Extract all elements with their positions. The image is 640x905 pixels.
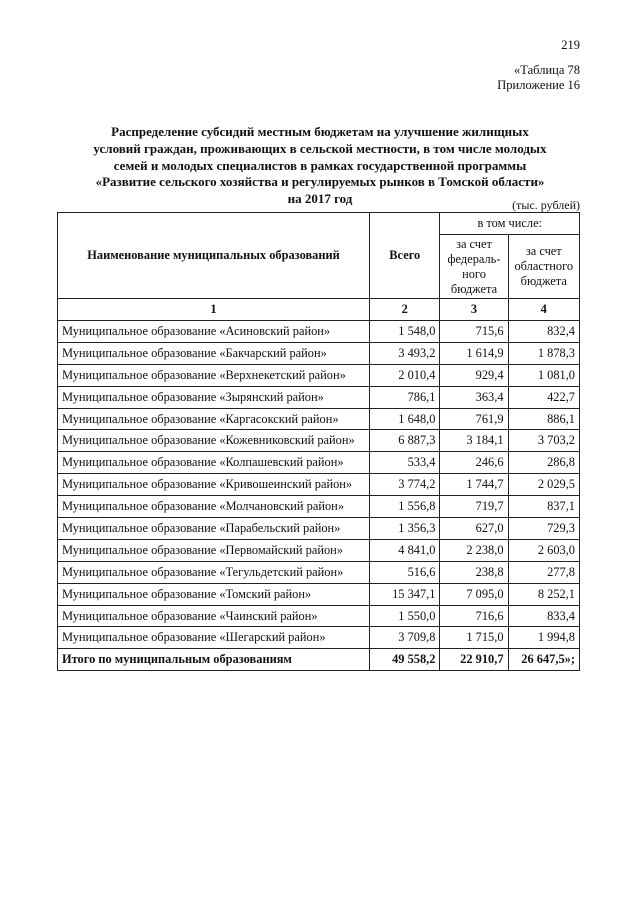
- column-number: 4: [508, 299, 579, 321]
- regional-value: 3 703,2: [508, 430, 579, 452]
- header-regional-line: областного: [514, 259, 574, 273]
- column-number: 3: [440, 299, 508, 321]
- total-value: 2 010,4: [370, 364, 440, 386]
- regional-value: 837,1: [508, 496, 579, 518]
- header-municipality: Наименование муниципальных образований: [58, 213, 370, 299]
- appendix-number: Приложение 16: [497, 78, 580, 92]
- total-value: 1 550,0: [370, 605, 440, 627]
- header-federal-line: ного: [462, 266, 486, 281]
- total-row: [58, 649, 580, 671]
- regional-value: 886,1: [508, 408, 579, 430]
- table-row: [58, 321, 580, 343]
- regional-value: 729,3: [508, 518, 579, 540]
- municipality-name: Муниципальное образование «Первомайский район»: [58, 539, 370, 561]
- municipality-name: Муниципальное образование «Молчановский район»: [58, 496, 370, 518]
- header-total: Всего: [370, 213, 440, 299]
- header-regional: [508, 235, 579, 299]
- total-value: 3 774,2: [370, 474, 440, 496]
- page-number: 219: [561, 38, 580, 52]
- title-line: условий граждан, проживающих в сельской местности, в том числе молодых: [93, 140, 547, 156]
- federal-value: 7 095,0: [440, 583, 508, 605]
- federal-value: 761,9: [440, 408, 508, 430]
- municipality-name: Муниципальное образование «Чаинский район»: [58, 605, 370, 627]
- total-value: 533,4: [370, 452, 440, 474]
- table-row: [58, 430, 580, 452]
- total-value: 786,1: [370, 386, 440, 408]
- federal-value: 1 744,7: [440, 474, 508, 496]
- grand-federal-value: 22 910,7: [440, 649, 508, 671]
- total-value: 516,6: [370, 561, 440, 583]
- document-title: [60, 124, 580, 208]
- header-federal: [440, 235, 508, 299]
- federal-value: 363,4: [440, 386, 508, 408]
- municipality-name: Муниципальное образование «Шегарский район»: [58, 627, 370, 649]
- table-row: [58, 408, 580, 430]
- federal-value: 1 614,9: [440, 342, 508, 364]
- header-regional-line: бюджета: [520, 274, 567, 288]
- title-line: семей и молодых специалистов в рамках государственной программы: [113, 157, 527, 173]
- regional-value: 277,8: [508, 561, 579, 583]
- title-line: «Развитие сельского хозяйства и регулируемых рынков в Томской области»: [95, 174, 545, 190]
- total-value: 1 648,0: [370, 408, 440, 430]
- table-row: [58, 386, 580, 408]
- federal-value: 929,4: [440, 364, 508, 386]
- header-federal-line: федераль-: [447, 251, 501, 266]
- municipality-name: Муниципальное образование «Парабельский район»: [58, 518, 370, 540]
- federal-value: 3 184,1: [440, 430, 508, 452]
- federal-value: 716,6: [440, 605, 508, 627]
- municipality-name: Муниципальное образование «Каргасокский район»: [58, 408, 370, 430]
- subsidies-table: [57, 212, 580, 671]
- municipality-name: Муниципальное образование «Верхнекетский район»: [58, 364, 370, 386]
- federal-value: 238,8: [440, 561, 508, 583]
- federal-value: 715,6: [440, 321, 508, 343]
- column-number: 2: [370, 299, 440, 321]
- table-row: [58, 605, 580, 627]
- municipality-name: Муниципальное образование «Томский район»: [58, 583, 370, 605]
- table-row: [58, 364, 580, 386]
- table-number: «Таблица 78: [514, 63, 580, 77]
- regional-value: 833,4: [508, 605, 579, 627]
- total-value: 1 556,8: [370, 496, 440, 518]
- federal-value: 627,0: [440, 518, 508, 540]
- total-value: 3 709,8: [370, 627, 440, 649]
- table-row: [58, 627, 580, 649]
- regional-value: 8 252,1: [508, 583, 579, 605]
- table-row: [58, 539, 580, 561]
- header-regional-line: за счет: [525, 244, 562, 258]
- federal-value: 246,6: [440, 452, 508, 474]
- table-row: [58, 583, 580, 605]
- table-row: [58, 474, 580, 496]
- regional-value: 1 878,3: [508, 342, 579, 364]
- units-label: (тыс. рублей): [512, 198, 580, 212]
- municipality-name: Муниципальное образование «Асиновский район»: [58, 321, 370, 343]
- grand-total-value: 49 558,2: [370, 649, 440, 671]
- table-reference: [497, 63, 580, 93]
- regional-value: 1 994,8: [508, 627, 579, 649]
- total-value: 15 347,1: [370, 583, 440, 605]
- total-label: Итого по муниципальным образованиям: [58, 649, 370, 671]
- municipality-name: Муниципальное образование «Тегульдетский район»: [58, 561, 370, 583]
- municipality-name: Муниципальное образование «Зырянский район»: [58, 386, 370, 408]
- table-row: [58, 452, 580, 474]
- table-row: [58, 496, 580, 518]
- regional-value: 2 603,0: [508, 539, 579, 561]
- federal-value: 1 715,0: [440, 627, 508, 649]
- grand-regional-value: 26 647,5»;: [508, 649, 579, 671]
- table-row: [58, 342, 580, 364]
- title-line: на 2017 год: [287, 191, 353, 207]
- column-number: 1: [58, 299, 370, 321]
- total-value: 4 841,0: [370, 539, 440, 561]
- regional-value: 832,4: [508, 321, 579, 343]
- municipality-name: Муниципальное образование «Бакчарский район»: [58, 342, 370, 364]
- header-federal-line: бюджета: [450, 281, 498, 296]
- regional-value: 422,7: [508, 386, 579, 408]
- federal-value: 719,7: [440, 496, 508, 518]
- regional-value: 286,8: [508, 452, 579, 474]
- municipality-name: Муниципальное образование «Кривошеинский район»: [58, 474, 370, 496]
- regional-value: 2 029,5: [508, 474, 579, 496]
- regional-value: 1 081,0: [508, 364, 579, 386]
- header-including: в том числе:: [440, 213, 580, 235]
- total-value: 1 356,3: [370, 518, 440, 540]
- table-row: [58, 518, 580, 540]
- table-row: [58, 561, 580, 583]
- total-value: 6 887,3: [370, 430, 440, 452]
- municipality-name: Муниципальное образование «Колпашевский район»: [58, 452, 370, 474]
- total-value: 1 548,0: [370, 321, 440, 343]
- total-value: 3 493,2: [370, 342, 440, 364]
- header-federal-line: за счет: [456, 236, 492, 251]
- federal-value: 2 238,0: [440, 539, 508, 561]
- municipality-name: Муниципальное образование «Кожевниковский район»: [58, 430, 370, 452]
- title-line: Распределение субсидий местным бюджетам на улучшение жилищных: [111, 124, 529, 139]
